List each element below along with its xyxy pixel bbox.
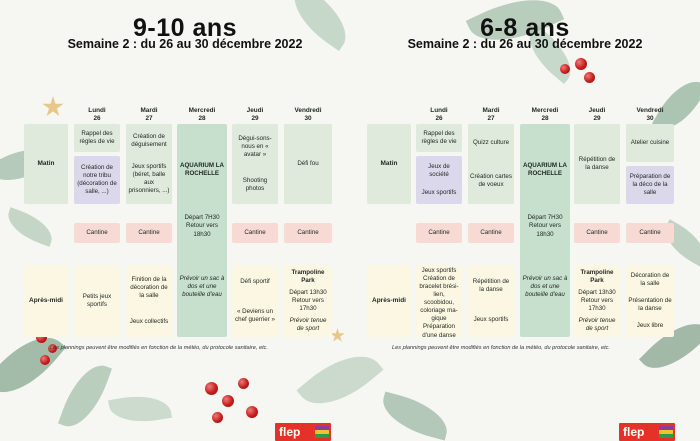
trampoline-title: Trampoline Park [291, 268, 325, 284]
day-header-jeudi: Jeudi 29 [588, 107, 606, 122]
aquarium-note: Prévoir un sac à dos et une bouteille d'eau [179, 274, 225, 298]
activity-lundi-matin-1: Rappel des règles de vie [416, 124, 462, 152]
week-subtitle: Semaine 2 : du 26 au 30 décembre 2022 [67, 37, 303, 51]
day-header-mercredi: Mercredi 28 [188, 107, 216, 122]
cantine-lundi: Cantine [74, 223, 120, 243]
trampoline-note: Prévoir tenue de sport [578, 316, 616, 332]
cantine-mardi: Cantine [468, 223, 514, 243]
aquarium-title: AQUARIUM LA ROCHELLE [180, 162, 224, 178]
cantine-jeudi: Cantine [574, 223, 620, 243]
trampoline-horaires: Départ 13h30 Retour vers 17h30 [289, 288, 327, 313]
activity-vendredi-matin: Défi fou [284, 124, 332, 204]
activity-jeudi-matin: Répétition de la danse [574, 124, 620, 204]
activity-mardi-am-2: Jeux collectifs [129, 318, 169, 325]
trampoline-horaires: Départ 13h30 Retour vers 17h30 [578, 288, 616, 313]
day-header-mardi: Mardi 27 [482, 107, 500, 122]
activity-mardi-matin-1: Création de déguisement [131, 132, 167, 148]
activity-lundi-matin-2: Jeux de société Jeux sportifs [416, 156, 462, 204]
activity-lundi-apres-midi: Petits jeux sportifs [74, 265, 120, 337]
page-title: 9-10 ans [132, 14, 238, 42]
day-header-lundi: Lundi 26 [430, 107, 448, 122]
activity-vendredi-matin-1: Atelier cuisine [626, 124, 674, 162]
cantine-vendredi: Cantine [626, 223, 674, 243]
row-label-apres-midi: Après-midi [24, 265, 68, 337]
week-subtitle: Semaine 2 : du 26 au 30 décembre 2022 [407, 37, 643, 51]
aquarium-horaires: Départ 7H30 Retour vers 18h30 [184, 214, 220, 238]
cantine-mardi: Cantine [126, 223, 172, 243]
footnote: Les plannings peuvent être modifiés en fonction de la météo, du protocole sanitaire, etc. [392, 345, 610, 351]
activity-mardi-matin: Quizz culture Création cartes de voeux [468, 124, 514, 204]
activity-vendredi-apres-midi: Décoration de la salle Présentation de la danse Jeux libre [626, 265, 674, 337]
trampoline-note: Prévoir tenue de sport [289, 316, 327, 332]
activity-mardi-matin [126, 124, 172, 204]
trampoline-title: Trampoline Park [580, 268, 614, 284]
activity-jeudi-am-2: « Deviens un chef guerrier » [235, 307, 275, 323]
activity-jeudi-apres-midi [574, 265, 620, 337]
row-label-apres-midi: Après-midi [367, 265, 411, 337]
activity-jeudi-apres-midi [232, 265, 278, 337]
aquarium-title: AQUARIUM LA ROCHELLE [523, 162, 567, 178]
day-header-mercredi: Mercredi 28 [531, 107, 559, 122]
planning-6-8-ans [350, 0, 700, 441]
cantine-jeudi: Cantine [232, 223, 278, 243]
day-header-lundi: Lundi 26 [88, 107, 106, 122]
activity-jeudi-matin-2: Shooting photos [242, 176, 268, 193]
activity-mercredi-sortie [177, 124, 227, 337]
activity-mardi-apres-midi: Répétition de la danse Jeux sportifs [468, 265, 514, 337]
page-title: 6-8 ans [480, 14, 570, 42]
activity-lundi-matin-1: Rappel des règles de vie [74, 124, 120, 152]
activity-lundi-apres-midi: Jeux sportifs Création de bracelet brési-lien, scoobidou, coloriage ma-gique Préparation d'une danse [416, 265, 462, 337]
activity-lundi-matin-2: Création de notre tribu (décoration de salle, ...) [74, 156, 120, 204]
activity-jeudi-am-1: Défi sportif [240, 277, 270, 285]
flep-logo: flep [619, 423, 675, 441]
activity-vendredi-apres-midi [284, 265, 332, 337]
day-header-mardi: Mardi 27 [140, 107, 158, 122]
footnote: Les plannings peuvent être modifiés en fonction de la météo, du protocole sanitaire, etc. [50, 345, 268, 351]
flep-logo: flep [275, 423, 331, 441]
cantine-vendredi: Cantine [284, 223, 332, 243]
activity-mercredi-sortie [520, 124, 570, 337]
activity-mardi-apres-midi [126, 265, 172, 337]
day-header-jeudi: Jeudi 29 [246, 107, 264, 122]
aquarium-note: Prévoir un sac à dos et une bouteille d'eau [522, 274, 568, 298]
activity-mardi-matin-2: Jeux sportifs (béret, balle aux prisonniers, ...) [128, 162, 170, 195]
day-header-vendredi: Vendredi 30 [294, 107, 322, 122]
activity-jeudi-matin [232, 124, 278, 204]
row-label-matin: Matin [24, 124, 68, 204]
activity-vendredi-matin-2: Préparation de la déco de la salle [626, 166, 674, 204]
aquarium-horaires: Départ 7H30 Retour vers 18h30 [527, 214, 563, 238]
activity-mardi-am-1: Finition de la décoration de la salle [130, 275, 168, 300]
cantine-lundi: Cantine [416, 223, 462, 243]
activity-jeudi-matin-1: Dégui-sons-nous en « avatar » [238, 134, 272, 159]
row-label-matin: Matin [367, 124, 411, 204]
day-header-vendredi: Vendredi 30 [636, 107, 664, 122]
